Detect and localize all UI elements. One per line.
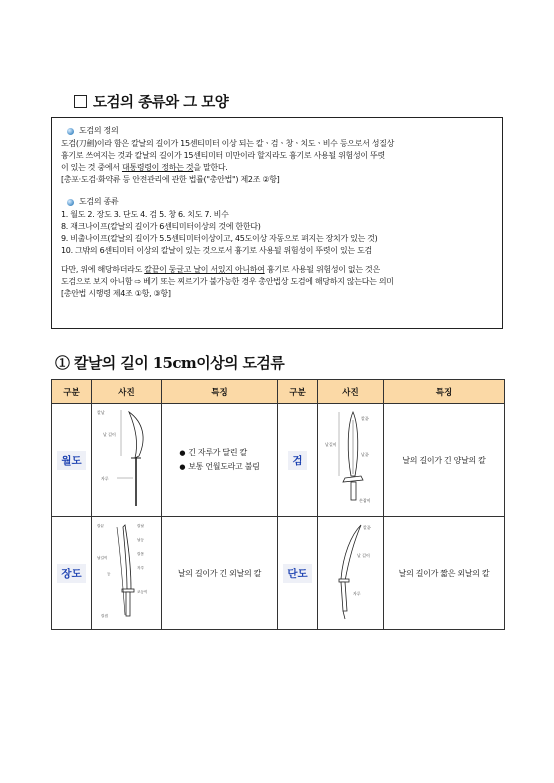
label: 칼끝 — [96, 524, 104, 528]
types-heading: 도검의 종류 — [67, 195, 494, 209]
label: 코등이 — [136, 590, 147, 594]
label: 손잡이 — [358, 498, 371, 503]
feature-cell — [162, 404, 278, 517]
types-note: 다만, 위에 해당하더라도 칼끝이 둥글고 날이 서있지 아니하여 흉기로 사용될 위험성이 없는 것은 — [61, 265, 380, 274]
table-row — [52, 517, 505, 630]
sword-table — [51, 379, 505, 630]
checkbox-icon — [74, 95, 87, 108]
types-note-source: [총안법 시행령 제4조 ①항, ③항] — [61, 289, 171, 298]
underlined-text: 칼끝이 둥글고 날이 서있지 아니하여 — [144, 265, 265, 274]
photo-cell — [318, 404, 384, 517]
label: 칼끝 — [360, 416, 369, 421]
photo-cell — [92, 404, 162, 517]
bullet-icon: ● — [179, 449, 186, 457]
underlined-text: 대통령령이 정하는 것 — [121, 163, 194, 172]
types-item: 10. 그밖의 6센티미터 이상의 칼날이 있는 것으로서 흉기로 사용될 위험성이 뚜렷이 있는 도검 — [61, 246, 372, 255]
definition-line: 이 있는 것 중에서 대통령령이 정하는 것을 말한다. — [61, 163, 228, 172]
label: 칼날 — [136, 524, 144, 528]
header-feature: 특징 — [384, 380, 505, 404]
types-item: 8. 재크나이프(칼날의 길이가 6센티미터이상의 것에 한한다) — [61, 222, 261, 231]
label: 등 — [106, 572, 110, 576]
dando-illustration — [321, 519, 381, 623]
type-cell: 단도 — [278, 517, 318, 630]
feature-cell: 날의 길이가 짧은 외날의 칼 — [384, 517, 505, 630]
woldo-illustration — [95, 406, 159, 510]
label: 날길이 — [96, 556, 107, 560]
definition-box — [51, 117, 503, 329]
bullet-icon — [67, 128, 74, 135]
header-photo: 사진 — [92, 380, 162, 404]
label: 날 길이 — [356, 553, 370, 558]
feature-list: ● 긴 자루가 달린 칼 ● 보통 언월도라고 불림 — [179, 448, 260, 471]
section-title-text: 도검의 종류와 그 모양 — [93, 95, 229, 111]
label: 칼집 — [100, 614, 108, 618]
bullet-icon — [67, 199, 74, 206]
header-feature: 특징 — [162, 380, 278, 404]
type-cell: 검 — [278, 404, 318, 517]
type-cell: 장도 — [52, 517, 92, 630]
header-type: 구분 — [52, 380, 92, 404]
header-type: 구분 — [278, 380, 318, 404]
geom-illustration — [321, 406, 381, 510]
photo-cell — [318, 517, 384, 630]
feature-cell: 날의 길이가 긴 외날의 칼 — [162, 517, 278, 630]
types-item: 9. 비출나이프(칼날의 길이가 5.5센티미터이상이고, 45도이상 자동으로 펴지는 장치가 있는 것) — [61, 234, 378, 243]
photo-cell — [92, 517, 162, 630]
label: 칼날 — [96, 410, 105, 415]
definition-line: 흉기로 쓰여지는 것과 칼날의 길이가 15센티미터 미만이라 할지라도 흉기로 사용될 위험성이 뚜렷 — [61, 151, 385, 160]
label: 날끝 — [360, 452, 369, 457]
section2-title: ① 칼날의 길이 15cm이상의 도검류 — [55, 354, 285, 372]
types-item: 1. 월도 2. 장도 3. 단도 4. 검 5. 창 6. 치도 7. 비수 — [61, 210, 229, 219]
label: 자루 — [100, 476, 109, 481]
label: 자루 — [352, 591, 361, 596]
definition-source: [총포·도검·화약류 등 안전관리에 관한 법률("총안법") 제2조 ②항] — [61, 175, 280, 184]
definition-heading: 도검의 정의 — [67, 124, 494, 138]
label: 날 길이 — [102, 432, 116, 437]
section-title — [74, 91, 228, 112]
label: 날등 — [136, 538, 144, 542]
header-photo: 사진 — [318, 380, 384, 404]
definition-line: 도검(刀劍)이라 함은 칼날의 길이가 15센티미터 이상 되는 칼ㆍ검ㆍ창ㆍ치도ㆍ비수 등으로서 성질상 — [61, 139, 395, 148]
bullet-icon: ● — [179, 463, 186, 471]
jangdo-illustration — [95, 519, 159, 623]
feature-cell: 날의 길이가 긴 양날의 칼 — [384, 404, 505, 517]
table-header-row — [52, 380, 505, 404]
label: 칼끝 — [362, 525, 371, 530]
label: 자루 — [136, 566, 144, 570]
label: 칼몸 — [136, 552, 144, 556]
types-note: 도검으로 보지 아니함 ⇨ 베기 또는 찌르기가 불가능한 경우 총안법상 도검에 해당하지 않는다는 의미 — [61, 277, 394, 286]
type-cell: 월도 — [52, 404, 92, 517]
label: 날길이 — [324, 442, 337, 447]
table-row — [52, 404, 505, 517]
